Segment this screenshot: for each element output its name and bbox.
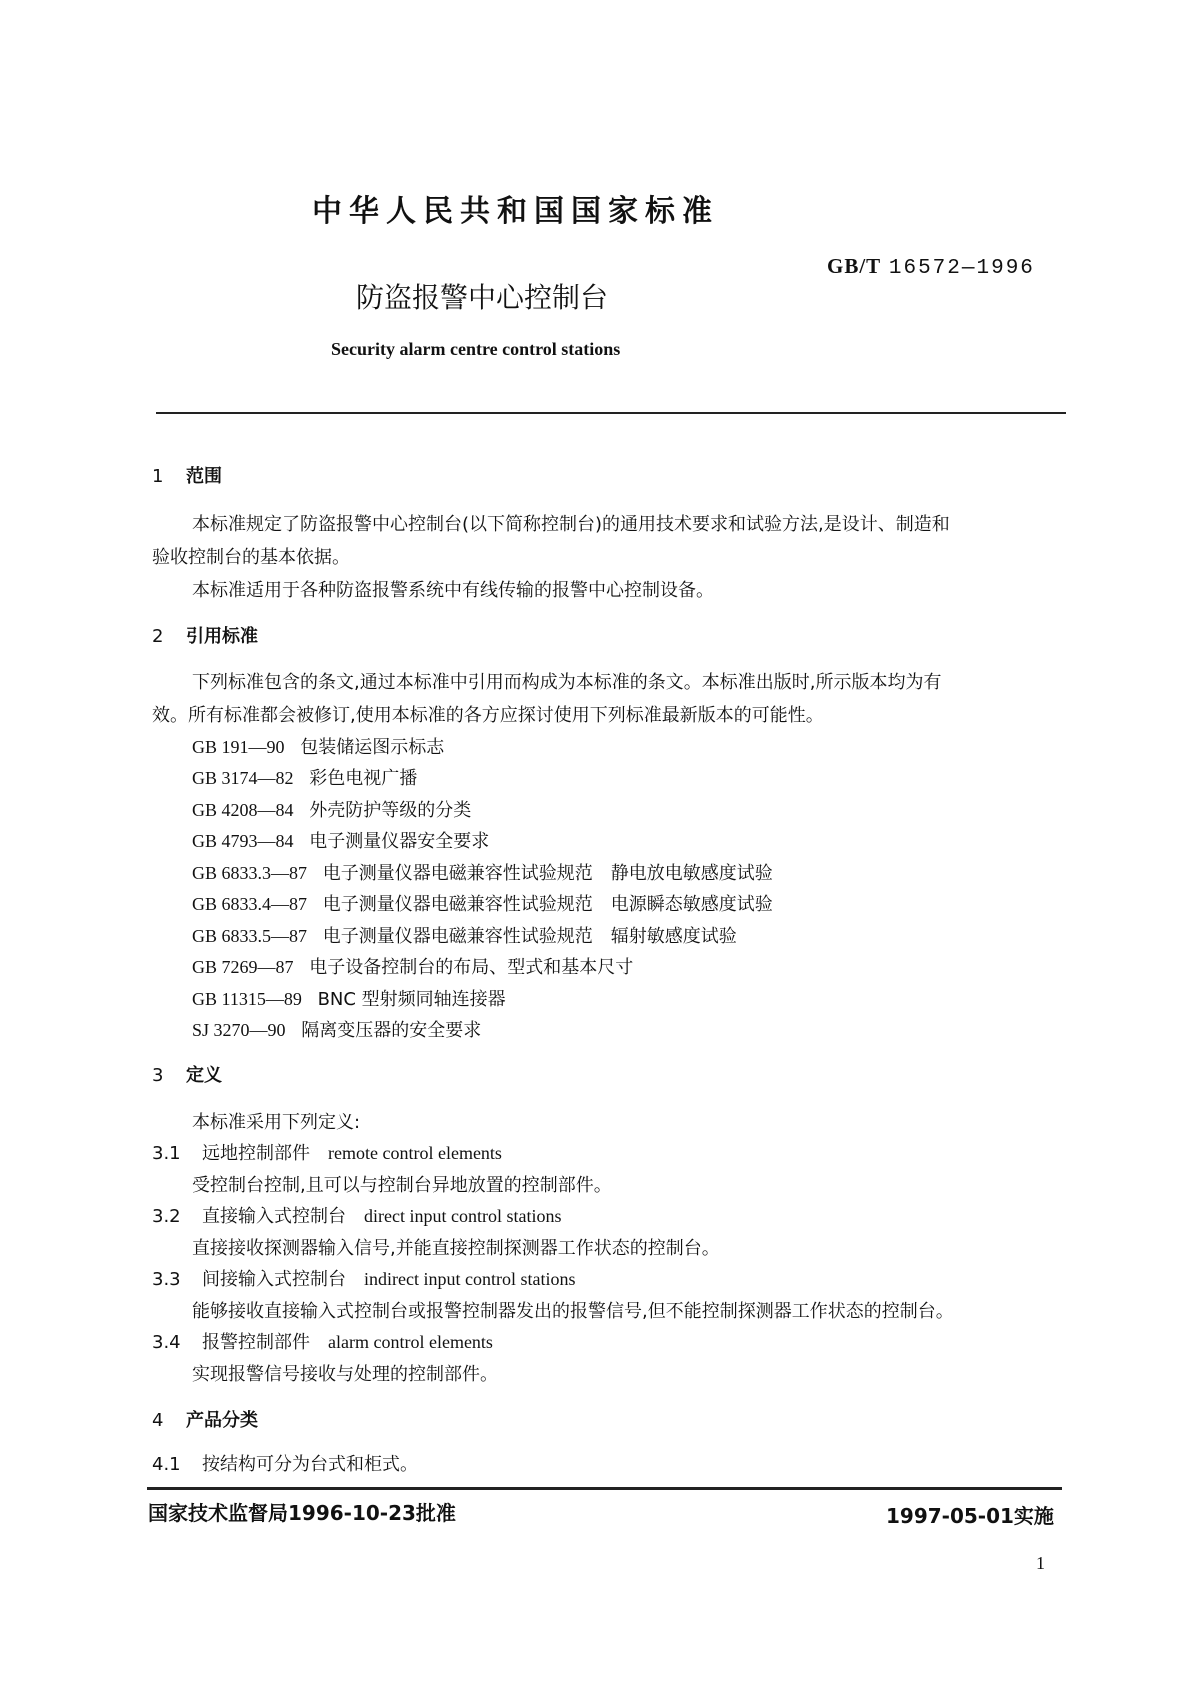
section-2-paragraph-line-1: 下列标准包含的条文,通过本标准中引用而构成为本标准的条文。本标准出版时,所示版本均为有 [192, 672, 942, 693]
reference-item [192, 1016, 481, 1042]
reference-code: GB 7269—87 [192, 957, 294, 977]
reference-title: 彩色电视广播 [309, 768, 418, 789]
section-number: 3 [152, 1065, 164, 1086]
definition-description: 直接接收探测器输入信号,并能直接控制探测器工作状态的控制台。 [192, 1238, 720, 1259]
definition-term-row [152, 1265, 575, 1291]
section-1-paragraph-2: 本标准适用于各种防盗报警系统中有线传输的报警中心控制设备。 [192, 580, 714, 601]
section-number: 2 [152, 626, 164, 647]
reference-code: GB 4793—84 [192, 831, 294, 851]
definition-number: 3.1 [152, 1143, 181, 1164]
definition-number: 3.3 [152, 1269, 181, 1290]
standard-code [827, 254, 1035, 280]
reference-title: 电子设备控制台的布局、型式和基本尺寸 [309, 957, 634, 978]
reference-code: GB 6833.3—87 [192, 863, 308, 883]
reference-title: 包装储运图示标志 [300, 737, 445, 758]
reference-item [192, 953, 633, 979]
effective-date: 1997-05-01实施 [886, 1504, 1054, 1528]
subsection-4-1 [152, 1450, 418, 1476]
document-title-cn: 防盗报警中心控制台 [356, 281, 609, 314]
definition-term-en: indirect input control stations [364, 1269, 576, 1289]
section-1-paragraph-1-line-1: 本标准规定了防盗报警中心控制台(以下简称控制台)的通用技术要求和试验方法,是设计、制造和 [192, 514, 950, 535]
section-2-heading [152, 622, 258, 648]
reference-title: 电子测量仪器电磁兼容性试验规范 电源瞬态敏感度试验 [322, 894, 773, 915]
reference-code: SJ 3270—90 [192, 1020, 286, 1040]
section-title: 范围 [186, 466, 222, 487]
definition-term: 远地控制部件 [202, 1143, 310, 1164]
document-title-en: Security alarm centre control stations [331, 339, 621, 359]
definition-term-row [152, 1139, 502, 1165]
section-1-paragraph-1-line-2: 验收控制台的基本依据。 [152, 547, 350, 568]
section-3-heading [152, 1061, 222, 1087]
definition-number: 3.2 [152, 1206, 181, 1227]
reference-item [192, 859, 773, 885]
footer-divider [147, 1487, 1062, 1490]
standard-code-prefix: GB/T [827, 254, 882, 278]
reference-item [192, 827, 489, 853]
definition-term-row [152, 1328, 493, 1354]
section-4-heading [152, 1406, 258, 1432]
reference-code: GB 6833.4—87 [192, 894, 308, 914]
reference-code: GB 4208—84 [192, 800, 294, 820]
definition-term-row [152, 1202, 561, 1228]
reference-title: 电子测量仪器电磁兼容性试验规范 辐射敏感度试验 [322, 926, 737, 947]
section-3-intro: 本标准采用下列定义: [192, 1112, 361, 1133]
reference-item [192, 985, 506, 1011]
reference-item [192, 764, 417, 790]
definition-number: 3.4 [152, 1332, 181, 1353]
section-title: 定义 [186, 1065, 222, 1086]
subsection-text: 按结构可分为台式和柜式。 [202, 1454, 418, 1475]
standard-code-number: 16572—1996 [888, 257, 1035, 280]
reference-title: 外壳防护等级的分类 [309, 800, 472, 821]
reference-title: BNC 型射频同轴连接器 [317, 989, 506, 1010]
definition-term-en: remote control elements [328, 1143, 502, 1163]
subsection-number: 4.1 [152, 1454, 181, 1475]
reference-item [192, 733, 444, 759]
reference-item [192, 890, 773, 916]
reference-item [192, 796, 471, 822]
definition-term-en: direct input control stations [364, 1206, 562, 1226]
section-number: 1 [152, 466, 164, 487]
reference-title: 隔离变压器的安全要求 [301, 1020, 482, 1041]
header-divider [156, 412, 1066, 414]
reference-title: 电子测量仪器安全要求 [309, 831, 490, 852]
section-title: 产品分类 [186, 1410, 258, 1431]
section-number: 4 [152, 1410, 164, 1431]
section-1-heading [152, 462, 222, 488]
approval-date: 国家技术监督局1996-10-23批准 [148, 1501, 456, 1525]
reference-code: GB 11315—89 [192, 989, 302, 1009]
reference-title: 电子测量仪器电磁兼容性试验规范 静电放电敏感度试验 [322, 863, 773, 884]
national-standard-heading: 中华人民共和国国家标准 [312, 194, 719, 229]
definition-description: 能够接收直接输入式控制台或报警控制器发出的报警信号,但不能控制探测器工作状态的控制台。 [192, 1301, 954, 1322]
definition-term: 报警控制部件 [202, 1332, 310, 1353]
reference-item [192, 922, 737, 948]
definition-description: 受控制台控制,且可以与控制台异地放置的控制部件。 [192, 1175, 612, 1196]
definition-term: 直接输入式控制台 [202, 1206, 346, 1227]
reference-code: GB 3174—82 [192, 768, 294, 788]
page-number: 1 [1036, 1553, 1045, 1573]
definition-description: 实现报警信号接收与处理的控制部件。 [192, 1364, 498, 1385]
section-title: 引用标准 [186, 626, 258, 647]
reference-code: GB 6833.5—87 [192, 926, 308, 946]
section-2-paragraph-line-2: 效。所有标准都会被修订,使用本标准的各方应探讨使用下列标准最新版本的可能性。 [152, 705, 824, 726]
definition-term: 间接输入式控制台 [202, 1269, 346, 1290]
reference-code: GB 191—90 [192, 737, 285, 757]
definition-term-en: alarm control elements [328, 1332, 493, 1352]
